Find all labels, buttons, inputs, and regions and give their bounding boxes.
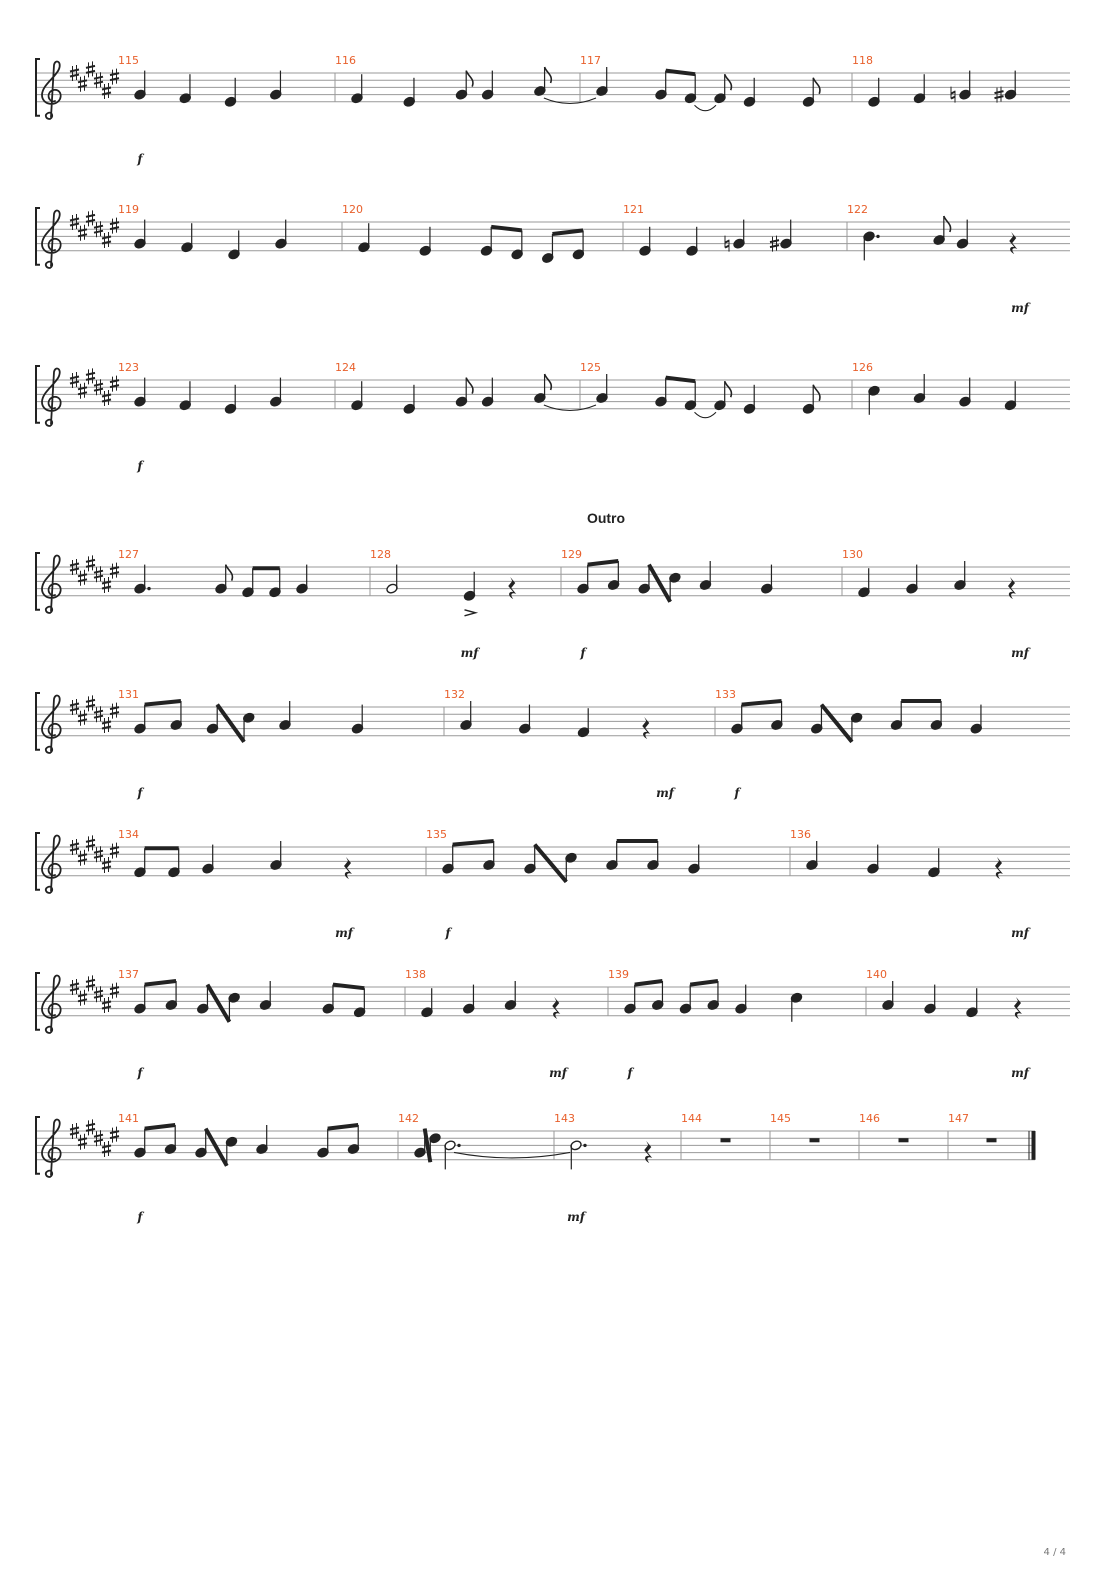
key-sharp-icon [78, 225, 87, 241]
dynamic-marking: mf [1011, 301, 1029, 315]
note [534, 374, 552, 404]
note [455, 378, 473, 408]
treble-clef-icon [42, 556, 61, 613]
key-sharp-icon [102, 1141, 111, 1157]
note [868, 385, 881, 415]
staff-system [36, 361, 1070, 473]
note [970, 705, 983, 735]
note [353, 988, 366, 1018]
note [863, 231, 880, 261]
note [810, 705, 823, 735]
treble-clef-icon [42, 62, 61, 119]
note [802, 385, 820, 415]
beam [145, 981, 176, 985]
note [386, 565, 399, 595]
key-sharp-icon [110, 703, 119, 719]
measure-number: 144 [681, 1112, 702, 1125]
note [714, 74, 732, 104]
note [403, 385, 416, 415]
beam [491, 227, 522, 231]
key-sharp-icon [110, 376, 119, 392]
staff-system [36, 688, 1070, 800]
note [196, 985, 209, 1015]
measure-number: 146 [859, 1112, 880, 1125]
measure-number: 143 [554, 1112, 575, 1125]
key-sharp-icon [102, 717, 111, 733]
key-sharp-icon [102, 857, 111, 873]
dynamic-marking: f [734, 786, 740, 800]
key-sharp-icon [78, 76, 87, 92]
note [850, 712, 863, 742]
note [181, 223, 194, 253]
dynamic-marking: mf [1011, 646, 1029, 660]
note [228, 230, 241, 260]
note [179, 74, 192, 104]
dynamic-marking: f [137, 152, 143, 166]
key-sharp-icon [102, 997, 111, 1013]
note [134, 565, 151, 595]
note [259, 981, 272, 1011]
note [444, 1140, 461, 1170]
note [134, 71, 147, 101]
note [179, 381, 192, 411]
note [802, 78, 820, 108]
beam [635, 981, 663, 985]
staff-system [36, 203, 1070, 315]
note [202, 845, 215, 875]
note [541, 234, 554, 264]
beam [666, 71, 696, 75]
key-sharp-icon [102, 577, 111, 593]
treble-clef-icon [42, 836, 61, 893]
dynamic-marking: mf [335, 926, 353, 940]
note [322, 985, 335, 1015]
note [707, 981, 720, 1011]
key-sharp-icon [110, 69, 119, 85]
note [669, 572, 682, 602]
key-sharp-icon [110, 983, 119, 999]
note [651, 981, 664, 1011]
note [421, 988, 434, 1018]
measure-number: 134 [118, 828, 139, 841]
dynamic-marking: mf [656, 786, 674, 800]
note [481, 378, 494, 408]
accent-mark [465, 610, 476, 616]
beam [145, 701, 181, 705]
note [270, 841, 283, 871]
dynamic-marking: f [137, 1066, 143, 1080]
dynamic-marking: f [580, 646, 586, 660]
staff-system [36, 54, 1070, 166]
key-sharp-icon [86, 695, 95, 711]
note [481, 71, 494, 101]
note [269, 71, 282, 101]
beam [425, 1129, 431, 1163]
beam [333, 985, 364, 989]
measure-number: 147 [948, 1112, 969, 1125]
note [565, 852, 578, 882]
note [256, 1125, 269, 1155]
note [504, 981, 517, 1011]
key-sharp-icon [110, 563, 119, 579]
tie [544, 98, 596, 104]
measure-number: 133 [715, 688, 736, 701]
measure-number: 117 [580, 54, 601, 67]
note [228, 992, 241, 1022]
note [242, 568, 255, 598]
beam [328, 1125, 359, 1129]
note [858, 568, 871, 598]
note [206, 705, 219, 735]
key-sharp-icon [110, 1127, 119, 1143]
note [462, 985, 475, 1015]
measure-number: 131 [118, 688, 139, 701]
note [806, 841, 819, 871]
measure-number: 123 [118, 361, 139, 374]
note [269, 378, 282, 408]
note [480, 227, 493, 257]
note [242, 712, 255, 742]
measure-number: 142 [398, 1112, 419, 1125]
note [195, 1129, 208, 1159]
dot [876, 235, 879, 238]
measure-number: 126 [852, 361, 873, 374]
note [351, 705, 364, 735]
treble-clef-icon [42, 696, 61, 753]
key-sharp-icon [78, 1134, 87, 1150]
note [577, 565, 590, 595]
note [134, 848, 147, 878]
note [403, 78, 416, 108]
measure-number: 125 [580, 361, 601, 374]
measure-number: 140 [866, 968, 887, 981]
note [572, 230, 585, 260]
note [170, 701, 183, 731]
treble-clef-icon [42, 369, 61, 426]
treble-clef-icon [42, 1120, 61, 1177]
note [928, 848, 941, 878]
note [168, 848, 181, 878]
note [760, 565, 773, 595]
note [269, 568, 282, 598]
note [959, 378, 972, 408]
dynamic-marking: f [137, 459, 143, 473]
beam [666, 378, 696, 382]
note [134, 705, 147, 735]
measure-number: 135 [426, 828, 447, 841]
measure-number: 116 [335, 54, 356, 67]
note [714, 381, 732, 411]
note [890, 701, 903, 731]
note [867, 845, 880, 875]
dynamic-marking: mf [1011, 926, 1029, 940]
tie [454, 1152, 570, 1158]
note [743, 78, 756, 108]
beam [742, 701, 782, 705]
note [419, 227, 432, 257]
whole-rest [987, 1138, 997, 1142]
note [684, 74, 697, 104]
note [606, 841, 619, 871]
note [868, 78, 881, 108]
treble-clef-icon [42, 976, 61, 1033]
note [225, 1136, 238, 1166]
whole-rest [721, 1138, 731, 1142]
key-sharp-icon [86, 368, 95, 384]
dynamic-marking: mf [549, 1066, 567, 1080]
key-sharp-icon [78, 850, 87, 866]
measure-number: 141 [118, 1112, 139, 1125]
measure-number: 122 [847, 203, 868, 216]
note [933, 216, 951, 246]
note [524, 845, 537, 875]
key-sharp-icon [86, 61, 95, 77]
measure-number: 130 [842, 548, 863, 561]
measure-number: 137 [118, 968, 139, 981]
note [913, 74, 926, 104]
staff-system [36, 828, 1070, 940]
note [731, 705, 744, 735]
key-sharp-icon [86, 555, 95, 571]
key-sharp-icon [86, 210, 95, 226]
dynamic-marking: f [137, 786, 143, 800]
key-sharp-icon [110, 843, 119, 859]
key-sharp-icon [86, 835, 95, 851]
note [511, 230, 524, 260]
note [275, 220, 288, 250]
note [134, 378, 147, 408]
tie [695, 412, 717, 418]
note [534, 67, 552, 97]
note [906, 565, 919, 595]
dynamic-marking: mf [460, 646, 479, 660]
note [924, 985, 937, 1015]
note [930, 701, 943, 731]
note [455, 71, 473, 101]
note [134, 220, 147, 250]
note [483, 841, 496, 871]
note [699, 561, 712, 591]
key-sharp-icon [86, 975, 95, 991]
note [725, 220, 745, 252]
note [954, 561, 967, 591]
note [224, 78, 237, 108]
treble-clef-icon [42, 211, 61, 268]
note [607, 561, 620, 591]
note [351, 381, 364, 411]
measure-number: 132 [444, 688, 465, 701]
dot [147, 587, 150, 590]
measure-number: 119 [118, 203, 139, 216]
page-number: 4 / 4 [1043, 1547, 1066, 1558]
note [647, 841, 660, 871]
note [296, 565, 309, 595]
staff-system [36, 510, 1070, 660]
note [215, 565, 233, 595]
dynamic-marking: f [627, 1066, 633, 1080]
measure-number: 128 [370, 548, 391, 561]
note [995, 71, 1017, 103]
beam [690, 981, 718, 985]
measure-number: 121 [623, 203, 644, 216]
key-sharp-icon [86, 1119, 95, 1135]
measure-number: 118 [852, 54, 873, 67]
measure-number: 136 [790, 828, 811, 841]
note [347, 1125, 360, 1155]
key-sharp-icon [102, 232, 111, 248]
note [686, 227, 699, 257]
note [770, 220, 792, 252]
key-sharp-icon [78, 383, 87, 399]
note [279, 701, 292, 731]
note [743, 385, 756, 415]
measure-number: 124 [335, 361, 356, 374]
key-sharp-icon [78, 570, 87, 586]
tie [544, 405, 596, 411]
note [358, 223, 371, 253]
note [679, 985, 692, 1015]
dynamic-marking: f [137, 1210, 143, 1224]
beam [552, 230, 583, 234]
dot [583, 1144, 586, 1147]
note [317, 1129, 330, 1159]
note [771, 701, 784, 731]
note [596, 67, 609, 97]
tie [695, 105, 717, 111]
key-sharp-icon [102, 83, 111, 99]
dot [457, 1144, 460, 1147]
note [463, 572, 476, 616]
note [956, 220, 969, 250]
measure-number: 129 [561, 548, 582, 561]
whole-rest [899, 1138, 909, 1142]
key-sharp-icon [78, 990, 87, 1006]
dynamic-marking: mf [1011, 1066, 1029, 1080]
note [639, 227, 652, 257]
note [655, 71, 668, 101]
note [164, 1125, 177, 1155]
note [913, 374, 926, 404]
key-sharp-icon [102, 390, 111, 406]
note [951, 71, 971, 103]
note [518, 705, 531, 735]
note [351, 74, 364, 104]
measure-number: 138 [405, 968, 426, 981]
note [688, 845, 701, 875]
key-sharp-icon [78, 710, 87, 726]
note [684, 381, 697, 411]
note [134, 1129, 147, 1159]
note [570, 1140, 587, 1170]
note [224, 385, 237, 415]
note [655, 378, 668, 408]
measure-number: 115 [118, 54, 139, 67]
note [638, 565, 651, 595]
note [624, 985, 637, 1015]
note [577, 708, 590, 738]
note [165, 981, 178, 1011]
note [596, 374, 609, 404]
beam [453, 841, 494, 845]
note [134, 985, 147, 1015]
note [790, 992, 803, 1022]
key-sharp-icon [110, 218, 119, 234]
measure-number: 145 [770, 1112, 791, 1125]
note [442, 845, 455, 875]
measure-number: 127 [118, 548, 139, 561]
staff-system [36, 1112, 1035, 1224]
dynamic-marking: f [445, 926, 451, 940]
whole-rest [810, 1138, 820, 1142]
note [460, 701, 473, 731]
note [1004, 381, 1017, 411]
measure-number: 120 [342, 203, 363, 216]
dynamic-marking: mf [567, 1210, 585, 1224]
measure-number: 139 [608, 968, 629, 981]
staff-system [36, 968, 1070, 1080]
note [735, 985, 748, 1015]
beam [588, 561, 619, 565]
section-label: Outro [586, 510, 626, 526]
beam [145, 1125, 176, 1129]
note [966, 988, 979, 1018]
note [882, 981, 895, 1011]
